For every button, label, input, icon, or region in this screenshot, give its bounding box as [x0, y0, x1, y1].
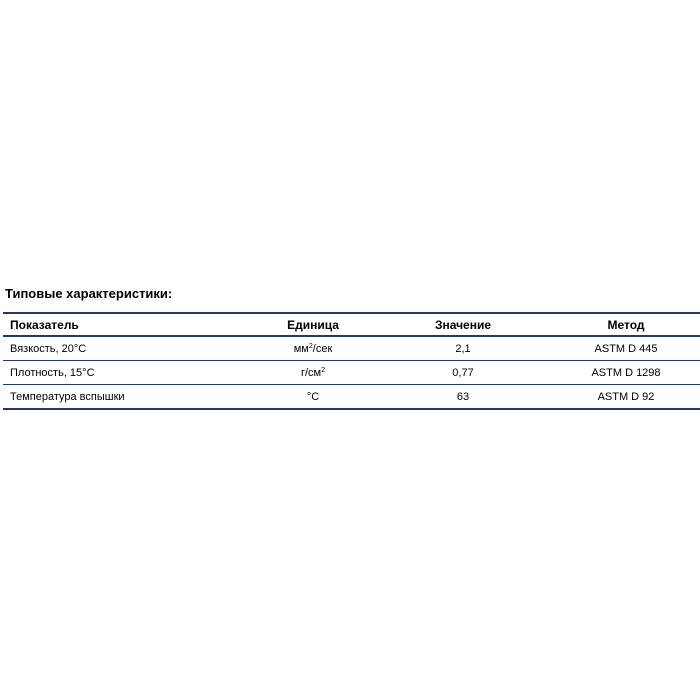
header-name: Показатель: [10, 317, 79, 332]
cell-name: Температура вспышки: [10, 390, 125, 403]
cell-unit: °С: [306, 390, 320, 403]
cell-value: 63: [456, 390, 470, 403]
header-unit: Единица: [287, 317, 339, 332]
cell-unit: $мм^2$/сек: [293, 342, 333, 355]
header-method: Метод: [607, 317, 645, 332]
table-row: [3, 385, 700, 410]
cell-method: ASTM D 1298: [591, 366, 661, 379]
cell-value: 0,77: [452, 366, 474, 379]
table-row: [3, 361, 700, 385]
specs-table: [3, 312, 700, 410]
cell-method: ASTM D 445: [594, 342, 658, 355]
header-value: Значение: [434, 317, 492, 332]
section-title: Типовые характеристики:: [5, 286, 173, 301]
cell-name: Вязкость, 20°С: [10, 342, 87, 355]
cell-method: ASTM D 92: [597, 390, 655, 403]
table-row: [3, 336, 700, 361]
table-header-row: [3, 313, 700, 336]
cell-name: Плотность, 15°С: [10, 366, 95, 379]
cell-unit: $г/см^2$: [300, 366, 326, 379]
cell-value: 2,1: [455, 342, 471, 355]
